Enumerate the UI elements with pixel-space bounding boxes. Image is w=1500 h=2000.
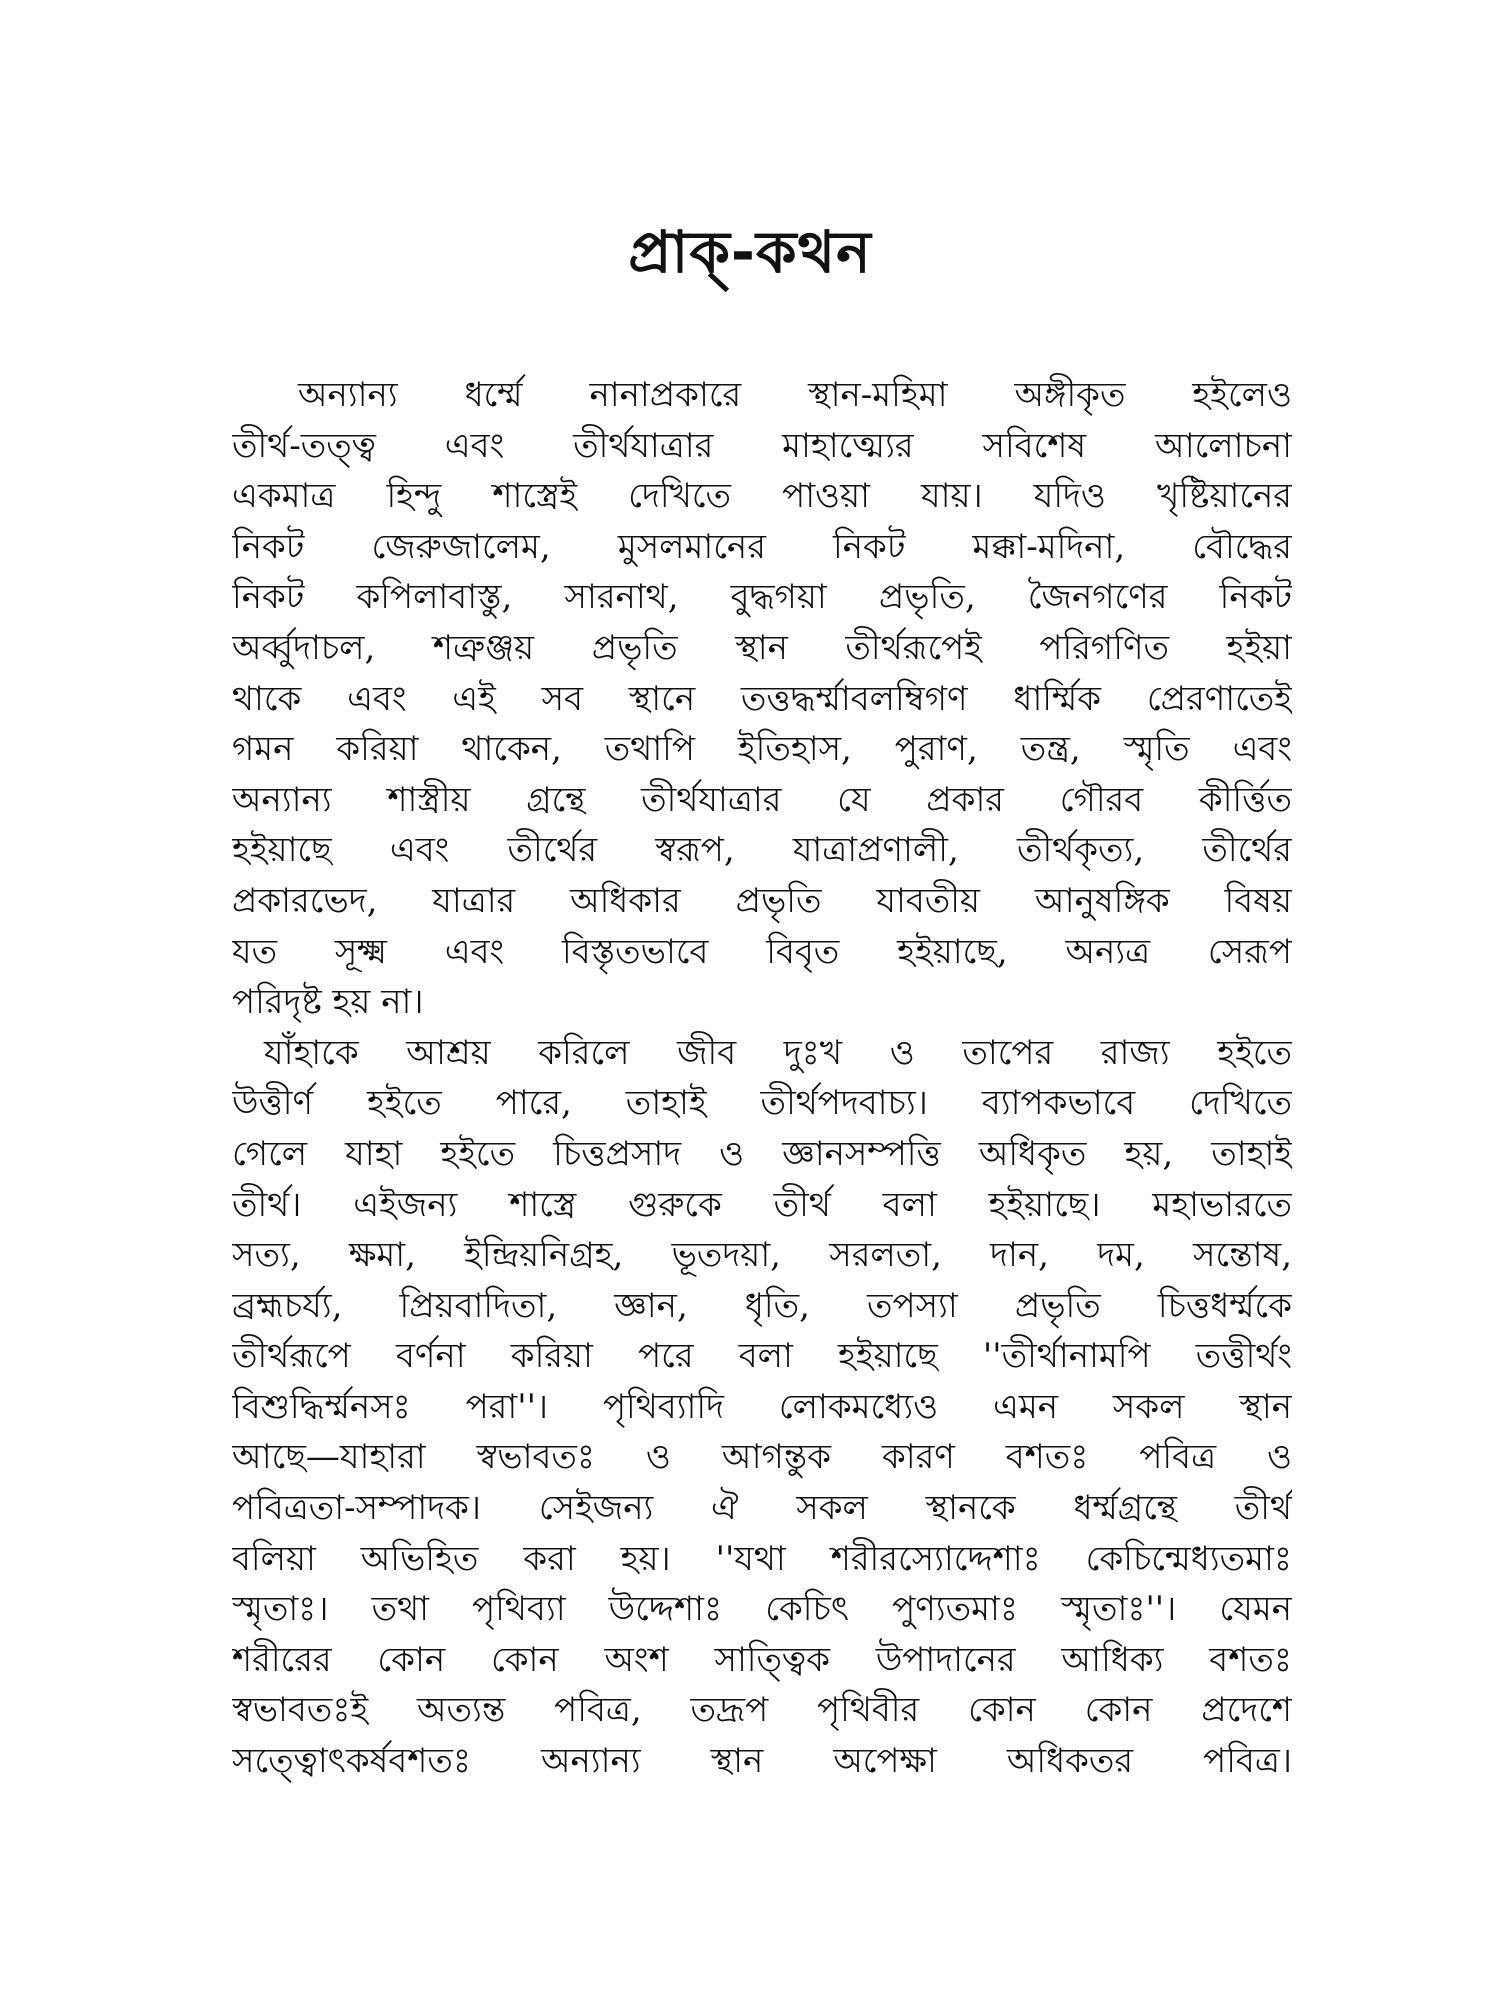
text-line: নিকট কপিলাবাস্তু, সারনাথ, বুদ্ধগয়া প্রভৃতি, জৈনগণের নিকট — [232, 577, 1292, 618]
text-line: প্রকারভেদ, যাত্রার অধিকার প্রভৃতি যাবতীয় আনুষঙ্গিক বিষয় — [232, 880, 1292, 921]
text-line: বলিয়া অভিহিত করা হয়। ''যথা শরীরস্যোদ্দেশাঃ কেচিন্মেধ্যতমাঃ — [232, 1538, 1292, 1579]
text-line: সত্য, ক্ষমা, ইন্দ্রিয়নিগ্রহ, ভূতদয়া, সরলতা, দান, দম, সন্তোষ, — [232, 1235, 1292, 1276]
text-line: যাঁহাকে আশ্রয় করিলে জীব দুঃখ ও তাপের রাজ্য হইতে — [264, 1032, 1292, 1073]
text-line: বিশুদ্ধির্ম্মনসঃ পরা''। পৃথিব্যাদি লোকমধ্যেও এমন সকল স্থান — [232, 1386, 1292, 1427]
paragraph-2 — [232, 1028, 1292, 1787]
body-text — [232, 370, 1292, 1787]
text-line: পরিদৃষ্ট হয় না। — [232, 982, 424, 1023]
text-line: অর্ব্বুদাচল, শত্রুঞ্জয় প্রভৃতি স্থান তীর্থরূপেই পরিগণিত হইয়া — [232, 627, 1292, 668]
text-line: স্বভাবতঃই অত্যন্ত পবিত্র, তদ্রূপ পৃথিবীর কোন কোন প্রদেশে — [232, 1690, 1292, 1731]
text-line: অন্যান্য ধর্ম্মে নানাপ্রকারে স্থান-মহিমা অঙ্গীকৃত হইলেও — [298, 375, 1292, 415]
text-line: সত্ত্বোৎকর্ষবশতঃ অন্যান্য স্থান অপেক্ষা অধিকতর পবিত্র। — [232, 1741, 1292, 1782]
text-line: হইয়াছে এবং তীর্থের স্বরূপ, যাত্রাপ্রণালী, তীর্থকৃত্য, তীর্থের — [232, 830, 1292, 871]
text-line: গমন করিয়া থাকেন, তথাপি ইতিহাস, পুরাণ, তন্ত্র, স্মৃতি এবং — [232, 729, 1292, 770]
text-line: থাকে এবং এই সব স্থানে তত্তদ্ধর্ম্মাবলম্বিগণ ধার্ম্মিক প্রেরণাতেই — [232, 678, 1292, 719]
text-line: একমাত্র হিন্দু শাস্ত্রেই দেখিতে পাওয়া যায়। যদিও খৃষ্টিয়ানের — [232, 476, 1292, 517]
text-line: পবিত্রতা-সম্পাদক। সেইজন্য ঐ সকল স্থানকে ধর্ম্মগ্রন্থে তীর্থ — [232, 1488, 1292, 1529]
paragraph-1 — [232, 370, 1292, 1028]
text-line: যত সূক্ষ্ম এবং বিস্তৃতভাবে বিবৃত হইয়াছে, অন্যত্র সেরূপ — [232, 931, 1292, 972]
text-line: গেলে যাহা হইতে চিত্তপ্রসাদ ও জ্ঞানসম্পত্তি অধিকৃত হয়, তাহাই — [232, 1133, 1292, 1174]
text-line: ব্রহ্মচর্য্য, প্রিয়বাদিতা, জ্ঞান, ধৃতি, তপস্যা প্রভৃতি চিত্তধর্ম্মকে — [232, 1285, 1292, 1326]
text-line: অন্যান্য শাস্ত্রীয় গ্রন্থে তীর্থযাত্রার যে প্রকার গৌরব কীর্ত্তিত — [232, 779, 1292, 820]
text-line: উত্তীর্ণ হইতে পারে, তাহাই তীর্থপদবাচ্য। ব্যাপকভাবে দেখিতে — [232, 1083, 1292, 1124]
text-line: তীর্থ-তত্ত্ব এবং তীর্থযাত্রার মাহাত্ম্যের সবিশেষ আলোচনা — [232, 425, 1292, 466]
text-line: স্মৃতাঃ। তথা পৃথিব্যা উদ্দেশাঃ কেচিৎ পুণ্যতমাঃ স্মৃতাঃ''। যেমন — [232, 1589, 1292, 1630]
page-title: প্রাক্-কথন — [628, 218, 872, 286]
text-line: নিকট জেরুজালেম, মুসলমানের নিকট মক্কা-মদিনা, বৌদ্ধের — [232, 526, 1292, 567]
text-line: তীর্থ। এইজন্য শাস্ত্রে গুরুকে তীর্থ বলা হইয়াছে। মহাভারতে — [232, 1184, 1292, 1225]
text-line: শরীরের কোন কোন অংশ সাত্ত্বিক উপাদানের আধিক্য বশতঃ — [232, 1639, 1292, 1680]
text-line: আছে—যাহারা স্বভাবতঃ ও আগন্তুক কারণ বশতঃ পবিত্র ও — [232, 1437, 1292, 1478]
text-line: তীর্থরূপে বর্ণনা করিয়া পরে বলা হইয়াছে ''তীর্থানামপি তত্তীর্থং — [232, 1336, 1292, 1377]
